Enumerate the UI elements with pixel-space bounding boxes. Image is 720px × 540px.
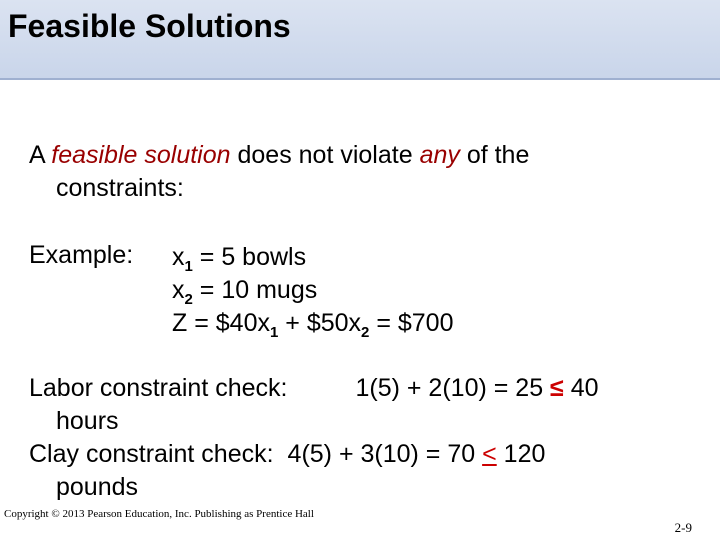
- labor-expression: 1(5) + 2(10) = 25: [355, 374, 551, 402]
- intro-emphasis: any: [419, 141, 460, 169]
- clay-unit: pounds: [56, 473, 139, 501]
- example-values: [172, 241, 453, 340]
- intro-text-2: does not violate: [230, 141, 420, 169]
- example-x1: $x_1 = 5$ bowls: [172, 243, 307, 275]
- slide-title: Feasible Solutions: [8, 8, 291, 44]
- clay-expression: 4(5) + 3(10) = 70: [287, 440, 483, 468]
- page-number: 2-9: [674, 520, 692, 535]
- labor-label: Labor constraint check:: [29, 374, 288, 402]
- intro-term: feasible solution: [51, 141, 231, 169]
- intro-paragraph: [29, 139, 529, 205]
- labor-unit: hours: [56, 407, 119, 435]
- labor-check: [29, 372, 599, 405]
- clay-check: [29, 438, 599, 471]
- intro-line-2: constraints:: [56, 174, 184, 202]
- intro-text-3: of the: [459, 141, 530, 169]
- intro-text-1: A: [29, 141, 52, 169]
- labor-rhs: 40: [563, 374, 599, 402]
- copyright-footer: Copyright © 2013 Pearson Education, Inc. Publishing as Prentice Hall: [4, 508, 314, 520]
- constraint-checks: [29, 372, 599, 504]
- labor-symbol: ≤: [550, 374, 564, 402]
- clay-label: Clay constraint check:: [29, 440, 274, 468]
- clay-symbol: <: [482, 440, 497, 468]
- example-z: $Z = \$40x_1$ + $\$50x_2$ = $700: [172, 309, 454, 341]
- example-label: Example:: [29, 241, 134, 269]
- clay-rhs: 120: [496, 440, 546, 468]
- slide-header-band: [0, 0, 720, 80]
- example-x2: $x_2 = 10$ mugs: [172, 276, 318, 308]
